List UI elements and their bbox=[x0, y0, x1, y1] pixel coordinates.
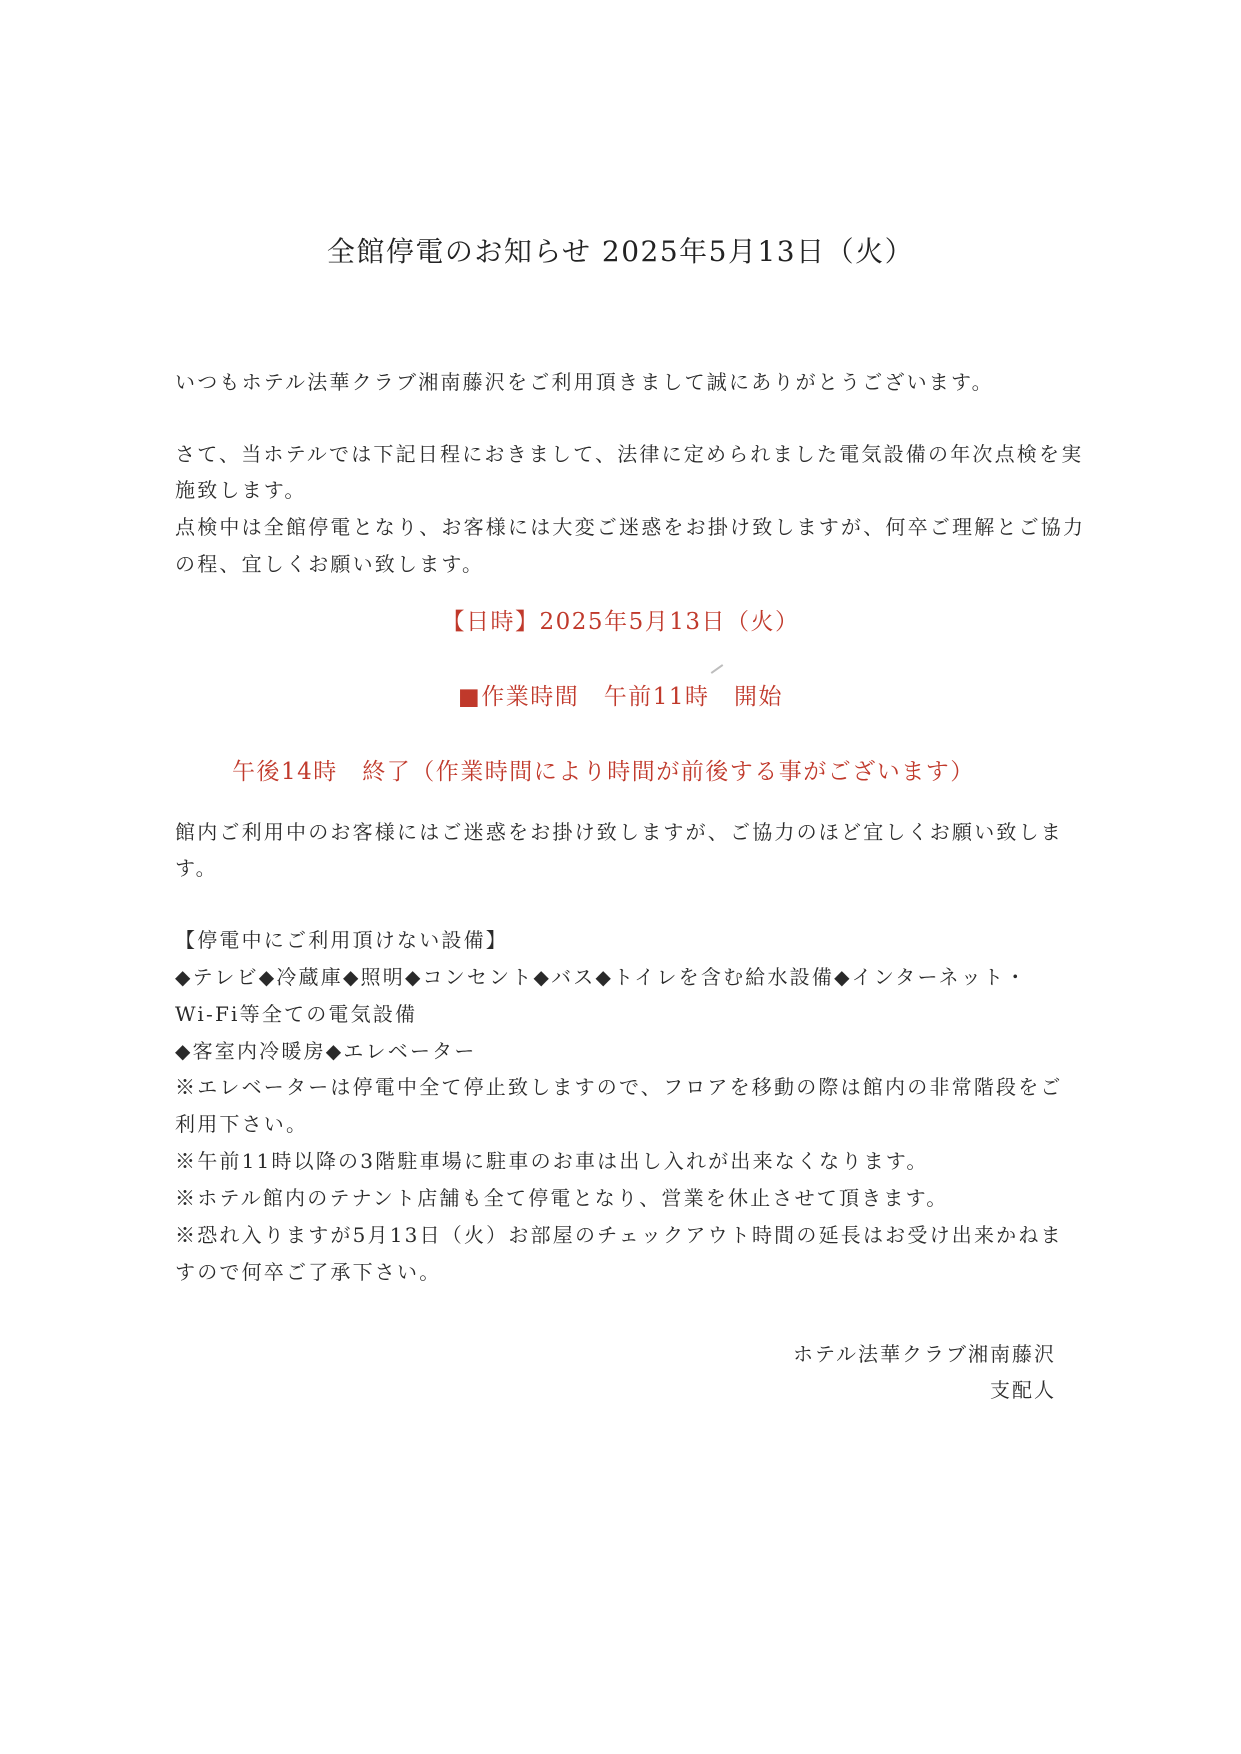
work-start-line: ■作業時間 午前11時 開始 bbox=[458, 684, 783, 710]
equipment-heading: 【停電中にご利用頂けない設備】 bbox=[175, 928, 508, 952]
intro-line-1: さて、当ホテルでは下記日程におきまして、法律に定められました電気設備の年次点検を実 bbox=[175, 442, 1084, 466]
page-title: 全館停電のお知らせ 2025年5月13日（火） bbox=[326, 235, 915, 268]
note-elevator-line-1: ※エレベーターは停電中全て停止致しますので、フロアを移動の際は館内の非常階段をご bbox=[175, 1075, 1063, 1099]
date-line: 【日時】2025年5月13日（火） bbox=[441, 609, 800, 635]
note-checkout-line-1: ※恐れ入りますが5月13日（火）お部屋のチェックアウト時間の延長はお受け出来かねま bbox=[175, 1223, 1063, 1247]
work-end-line: 午後14時 終了（作業時間により時間が前後する事がございます） bbox=[232, 759, 975, 785]
equipment-line-2: Wi-Fi等全ての電気設備 bbox=[175, 1002, 418, 1026]
signature-title: 支配人 bbox=[990, 1378, 1056, 1402]
request-line-1: 館内ご利用中のお客様にはご迷惑をお掛け致しますが、ご協力のほど宜しくお願い致しま bbox=[175, 820, 1063, 844]
intro-line-4: の程、宜しくお願い致します。 bbox=[175, 552, 485, 576]
note-parking: ※午前11時以降の3階駐車場に駐車のお車は出し入れが出来なくなります。 bbox=[175, 1149, 929, 1173]
equipment-line-3: ◆客室内冷暖房◆エレベーター bbox=[175, 1039, 477, 1063]
signature-hotel: ホテル法華クラブ湘南藤沢 bbox=[793, 1342, 1056, 1366]
intro-line-2: 施致します。 bbox=[175, 478, 307, 502]
scan-speck bbox=[711, 664, 724, 674]
note-tenants: ※ホテル館内のテナント店舗も全て停電となり、営業を休止させて頂きます。 bbox=[175, 1186, 949, 1210]
request-line-2: す。 bbox=[175, 856, 218, 880]
greeting-text: いつもホテル法華クラブ湘南藤沢をご利用頂きまして誠にありがとうございます。 bbox=[175, 370, 994, 394]
intro-line-3: 点検中は全館停電となり、お客様には大変ご迷惑をお掛け致しますが、何卒ご理解とご協力 bbox=[175, 515, 1086, 539]
note-elevator-line-2: 利用下さい。 bbox=[175, 1112, 309, 1136]
note-checkout-line-2: すので何卒ご了承下さい。 bbox=[175, 1260, 442, 1284]
equipment-line-1: ◆テレビ◆冷蔵庫◆照明◆コンセント◆バス◆トイレを含む給水設備◆インターネット・ bbox=[175, 965, 1028, 989]
